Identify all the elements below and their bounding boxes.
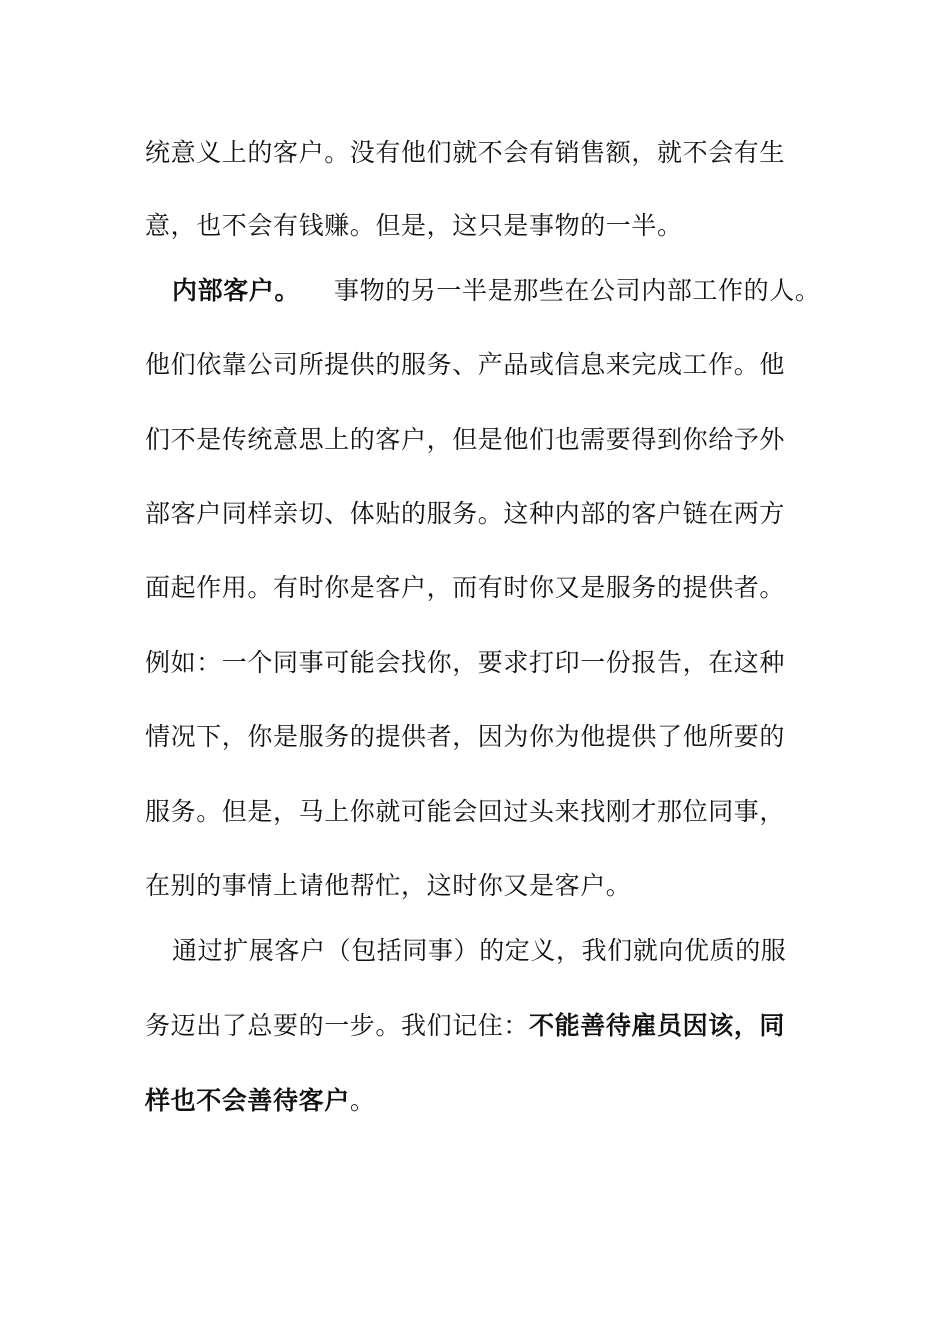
- paragraph-line: 通过扩展客户（包括同事）的定义，我们就向优质的服: [172, 936, 787, 965]
- paragraph-line: [172, 271, 872, 311]
- paragraph-line: 情况下，你是服务的提供者，因为你为他提供了他所要的: [145, 722, 786, 751]
- paragraph-text: 务迈出了总要的一步。我们记住：: [145, 1011, 530, 1040]
- emphasis-text: 不能善待雇员因该，同: [529, 1011, 786, 1040]
- emphasis-text: 样也不会善待客户: [145, 1086, 350, 1115]
- paragraph-line: 他们依靠公司所提供的服务、产品或信息来完成工作。他: [145, 350, 786, 379]
- paragraph-line: 们不是传统意思上的客户，但是他们也需要得到你给予外: [145, 425, 786, 454]
- paragraph-line: 意，也不会有钱赚。但是，这只是事物的一半。: [145, 211, 683, 240]
- paragraph-text: 。: [349, 1086, 376, 1115]
- paragraph-line: 统意义上的客户。没有他们就不会有销售额，就不会有生: [145, 138, 786, 167]
- paragraph-line: [145, 1006, 845, 1046]
- paragraph-line: 面起作用。有时你是客户，而有时你又是服务的提供者。: [145, 573, 786, 602]
- section-heading: 内部客户。: [172, 276, 301, 305]
- paragraph-line: 服务。但是，马上你就可能会回过头来找刚才那位同事，: [145, 797, 786, 826]
- paragraph-line: 在别的事情上请他帮忙，这时你又是客户。: [145, 871, 632, 900]
- paragraph-text: 事物的另一半是那些在公司内部工作的人。: [334, 276, 821, 305]
- paragraph-line: 部客户同样亲切、体贴的服务。这种内部的客户链在两方: [145, 499, 786, 528]
- paragraph-line: [145, 1081, 845, 1121]
- paragraph-line: 例如：一个同事可能会找你，要求打印一份报告，在这种: [145, 648, 786, 677]
